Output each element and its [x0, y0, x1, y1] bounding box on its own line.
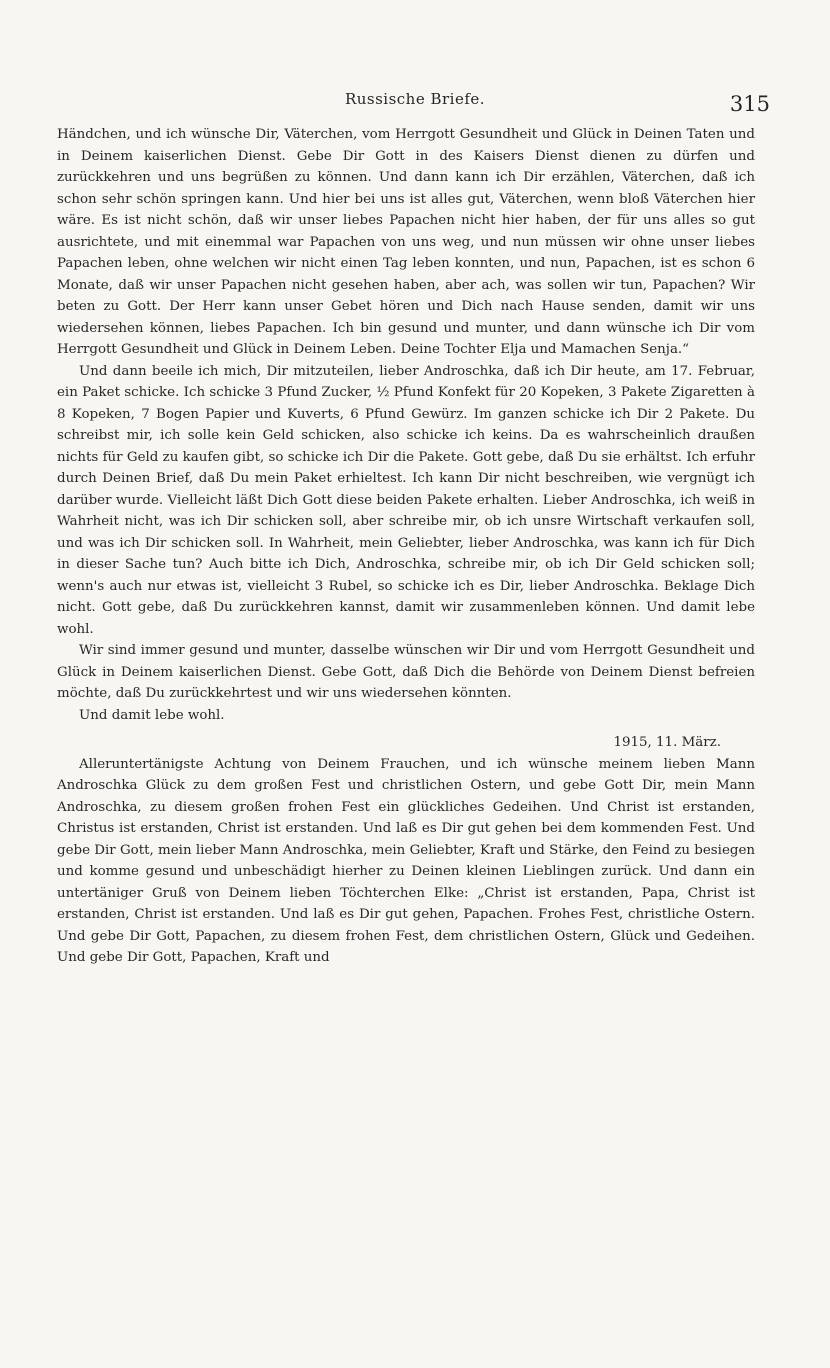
paragraph: Und damit lebe wohl. [79, 707, 225, 723]
paragraph: Und dann beeile ich mich, Dir mitzuteilen, lieber Androschka, daß ich Dir heute, am 17. Februar, ein Paket schicke. Ich schicke 3 Pfund Zucker, ½ Pfund Konfekt für 20 Kopeken, 3 Pakete Zigaretten à 8 Kopeken, 7 Bogen Papier und Kuverts, 6 Pfund Gewürz. Im ganzen schicke ich Dir 2 Pakete. Du schreibst mir, ich solle kein Geld schicken, also schicke ich keins. Da es wahrscheinlich draußen nichts für Geld zu kaufen gibt, so schicke ich Dir die Pakete. Gott gebe, daß Du sie erhältst. Ich erfuhr durch Deinen Brief, daß Du mein Paket erhieltest. Ich kann Dir nicht beschreiben, wie vergnügt ich darüber wurde. Vielleicht läßt Dich Gott diese beiden Pakete erhalten. Lieber Androschka, ich weiß in Wahrheit nicht, was ich Dir schicken soll, aber schreibe mir, ob ich unsre Wirtschaft verkaufen soll, und was ich Dir schicken soll. In Wahrheit, mein Geliebter, lieber Androschka, was kann ich für Dich in dieser Sache tun? Auch bitte ich Dich, Androschka, schreibe mir, ob ich Dir Geld schicken soll; wenn's auch nur etwas ist, vielleicht 3 Rubel, so schicke ich es Dir, lieber Androschka. Beklage Dich nicht. Gott gebe, daß Du zurückkehren kannst, damit wir zusammenleben können. Und damit lebe wohl. [57, 363, 755, 637]
letter-date: 1915, 11. März. [613, 735, 721, 750]
paragraph: Wir sind immer gesund und munter, dasselbe wünschen wir Dir und vom Herrgott Gesundheit und Glück in Deinem kaiserlichen Dienst. Gebe Gott, daß Dich die Behörde von Deinem Dienst befreien möchte, daß Du zurückkehrtest und wir uns wiedersehen könnten. [57, 643, 755, 701]
paragraph: Alleruntertänigste Achtung von Deinem Frauchen, und ich wünsche meinem lieben Mann Androschka Glück zu dem großen Fest und christlichen Ostern, und gebe Gott Dir, mein Mann Androschka, zu diesem großen frohen Fest ein glückliches Gedeihen. Und Christ ist erstanden, Christus ist erstanden, Christ ist erstanden. Und laß es Dir gut gehen bei dem kommenden Fest. Und gebe Dir Gott, mein lieber Mann Androschka, mein Geliebter, Kraft und Stärke, den Feind zu besiegen und komme gesund und unbeschädigt hierher zu Deinen kleinen Lieblingen zurück. Und dann ein untertäniger Gruß von Deinem lieben Töchterchen Elke: „Christ ist erstanden, Papa, Christ ist erstanden, Christ ist erstanden. Und laß es Dir gut gehen, Papachen. Frohes Fest, christliche Ostern. Und gebe Dir Gott, Papachen, zu diesem frohen Fest, dem christlichen Ostern, Glück und Gedeihen. Und gebe Dir Gott, Papachen, Kraft und [57, 756, 755, 965]
body-text [57, 124, 755, 969]
page-number: 315 [729, 92, 770, 116]
paragraph: Händchen, und ich wünsche Dir, Väterchen, vom Herrgott Gesundheit und Glück in Deinen Taten und in Deinem kaiserlichen Dienst. Gebe Dir Gott in des Kaisers Dienst dienen zu dürfen und zurückkehren und uns begrüßen zu können. Und dann kann ich Dir erzählen, Väterchen, daß ich schon sehr schön springen kann. Und hier bei uns ist alles gut, Väterchen, wenn bloß Väterchen hier wäre. Es ist nicht schön, daß wir unser liebes Papachen nicht hier haben, der für uns alles so gut ausrichtete, und mit einemmal war Papachen von uns weg, und nun müssen wir ohne unser liebes Papachen leben, ohne welchen wir nicht einen Tag leben konnten, und nun, Papachen, ist es schon 6 Monate, daß wir unser Papachen nicht gesehen haben, aber ach, was sollen wir tun, Papachen? Wir beten zu Gott. Der Herr kann unser Gebet hören und Dich nach Hause senden, damit wir uns wiedersehen können, liebes Papachen. Ich bin gesund und munter, und dann wünsche ich Dir vom Herrgott Gesundheit und Glück in Deinem Leben. Deine Tochter Elja und Mamachen Senja.“ [57, 127, 755, 357]
running-title: Russische Briefe. [344, 90, 486, 108]
